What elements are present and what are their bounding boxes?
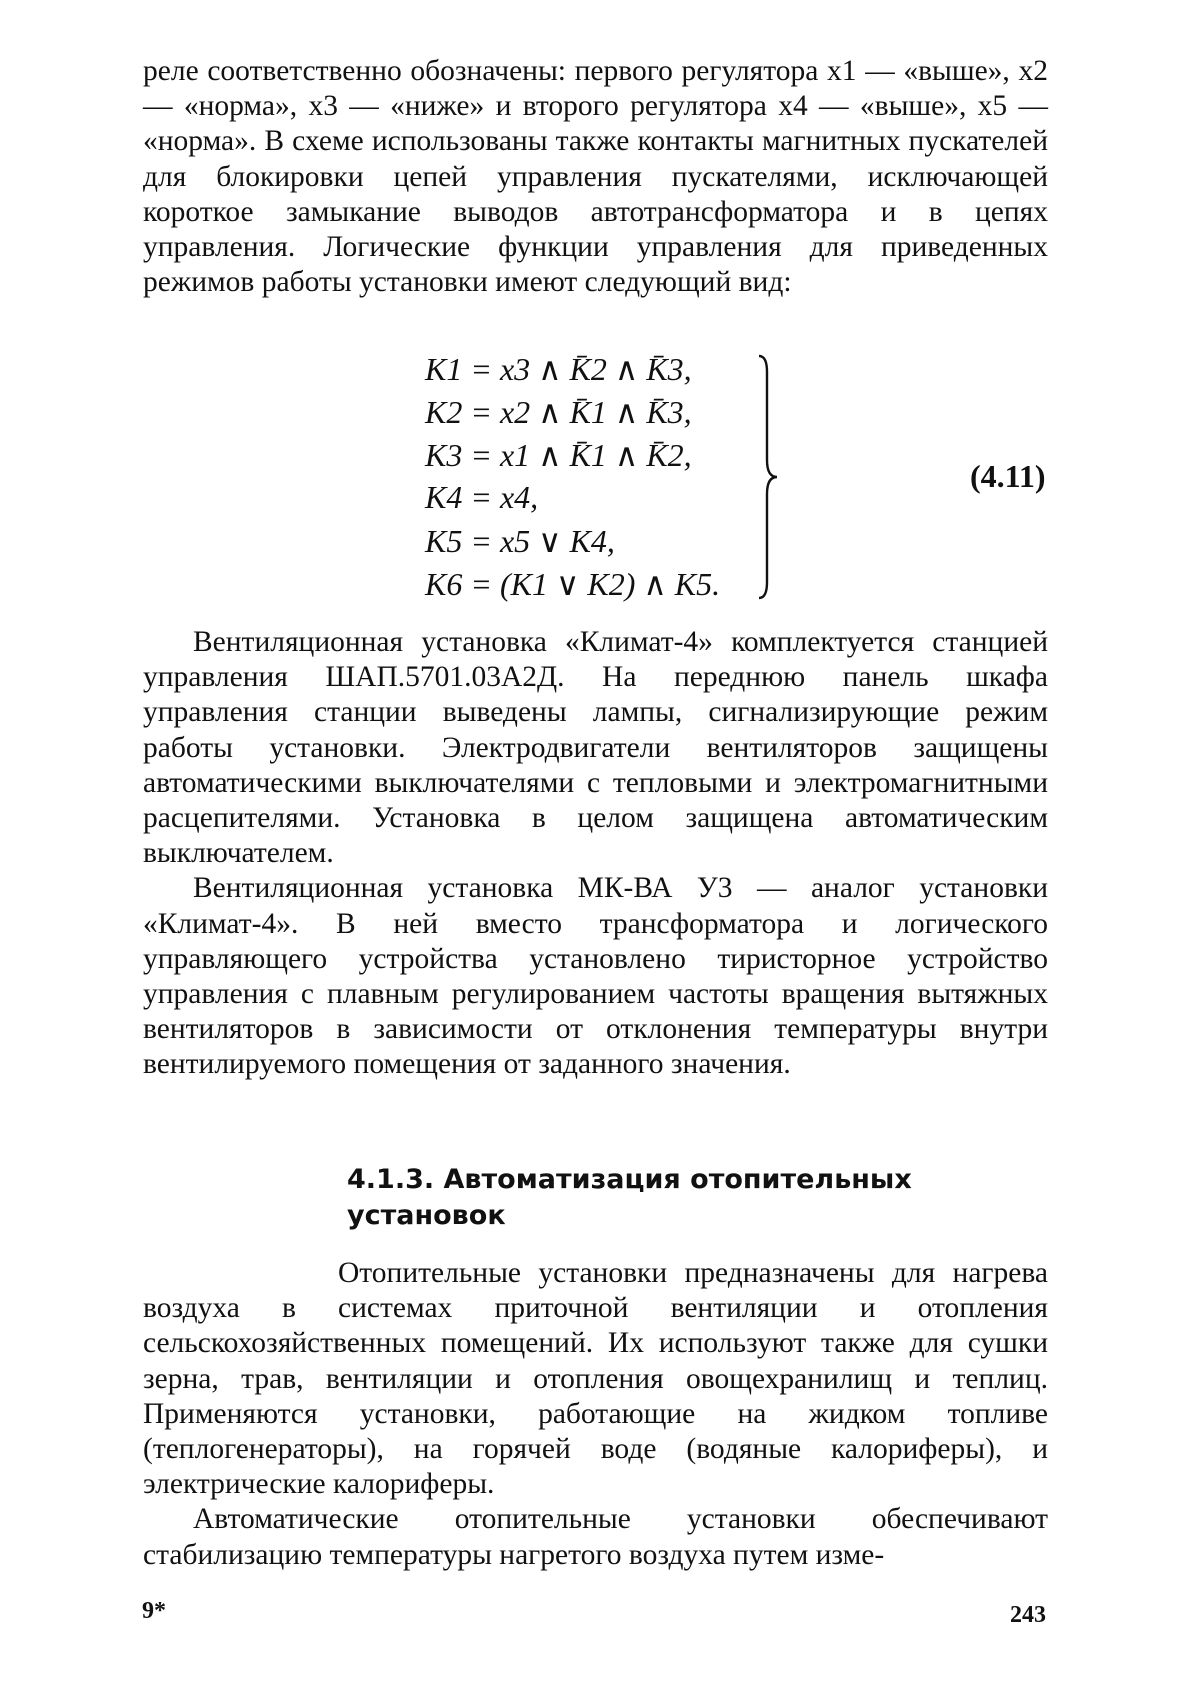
formula-lhs: K6 =: [425, 566, 500, 602]
formula-line-k3: [425, 436, 692, 480]
formula-rhs: x3 ∧ K̄2 ∧ K̄3,: [499, 351, 692, 387]
paragraph-heating-installations: Отопительные установки предназначены для нагрева воздуха в системах приточной вентиляции и отопления сельскохозяйственных помещений. Их используют также для сушки зерна, трав, вентиляции и отопления овощехранилищ и теплиц. Применяются установки, работающие на жидком топливе (теплогенераторы), на горячей воде (водяные калориферы), и электрические калориферы.: [143, 1257, 1048, 1501]
formula-rhs: x4,: [499, 479, 539, 515]
signature-mark: 9*: [142, 1598, 166, 1624]
paragraph-automatic-heating: Автоматические отопительные установки обеспечивают стабилизацию температуры нагретого воздуха путем изме-: [143, 1503, 1048, 1571]
text-paragraph-1: [143, 54, 1048, 300]
formula-line-k6: [425, 565, 720, 609]
section-heading-line-2: установок: [347, 1200, 506, 1231]
formula-lhs: K2 =: [425, 394, 500, 430]
section-heading: [347, 1162, 1047, 1234]
right-brace: [755, 352, 785, 602]
formula-line-k2: [425, 393, 692, 437]
paragraph-klimat-4: Вентиляционная установка «Климат-4» комплектуется станцией управления ШАП.5701.03А2Д. На переднюю панель шкафа управления станции выведены лампы, сигнализирующие режим работы установки. Электродвигатели вентиляторов защищены автоматическими выключателями с тепловыми и электромагнитными расцепителями. Установка в целом защищена автоматическим выключателем.: [143, 626, 1048, 870]
text-paragraphs-ventilation: [143, 625, 1048, 1083]
equation-number: (4.11): [970, 458, 1046, 494]
formula-lhs: K1 =: [425, 351, 500, 387]
formula-line-k4: [425, 479, 538, 523]
page-number: 243: [1010, 1602, 1046, 1628]
formula-rhs: (K1 ∨ K2) ∧ K5.: [499, 566, 721, 602]
section-heading-line-1: 4.1.3. Автоматизация отопительных: [347, 1164, 912, 1195]
paragraph-relay-designations: реле соответственно обозначены: первого регулятора x1 — «выше», x2 — «норма», x3 — «ниже» и второго регулятора x4 — «выше», x5 — «норма». В схеме использованы также контакты магнитных пускателей для блокировки цепей управления пускателями, исключающей короткое замыкание выводов автотрансформатора и в цепях управления. Логические функции управления для приведенных режимов работы установки имеют следующий вид:: [143, 55, 1048, 299]
formula-4-11: [425, 350, 1125, 610]
formula-line-k5: [425, 522, 615, 566]
text-paragraphs-heating: [143, 1256, 1048, 1573]
formula-rhs: x2 ∧ K̄1 ∧ K̄3,: [499, 394, 692, 430]
formula-rhs: x5 ∨ K4,: [499, 523, 615, 559]
paragraph-mk-va: Вентиляционная установка МК-ВА У3 — аналог установки «Климат-4». В ней вместо трансформатора и логического управляющего устройства установлено тиристорное устройство управления с плавным регулированием частоты вращения вытяжных вентиляторов в зависимости от отклонения температуры внутри вентилируемого помещения от заданного значения.: [143, 872, 1048, 1081]
formula-lhs: K5 =: [425, 523, 500, 559]
formula-line-k1: [425, 350, 692, 394]
formula-rhs: x1 ∧ K̄1 ∧ K̄2,: [499, 437, 692, 473]
formula-lhs: K3 =: [425, 437, 500, 473]
formula-lhs: K4 =: [425, 479, 500, 515]
